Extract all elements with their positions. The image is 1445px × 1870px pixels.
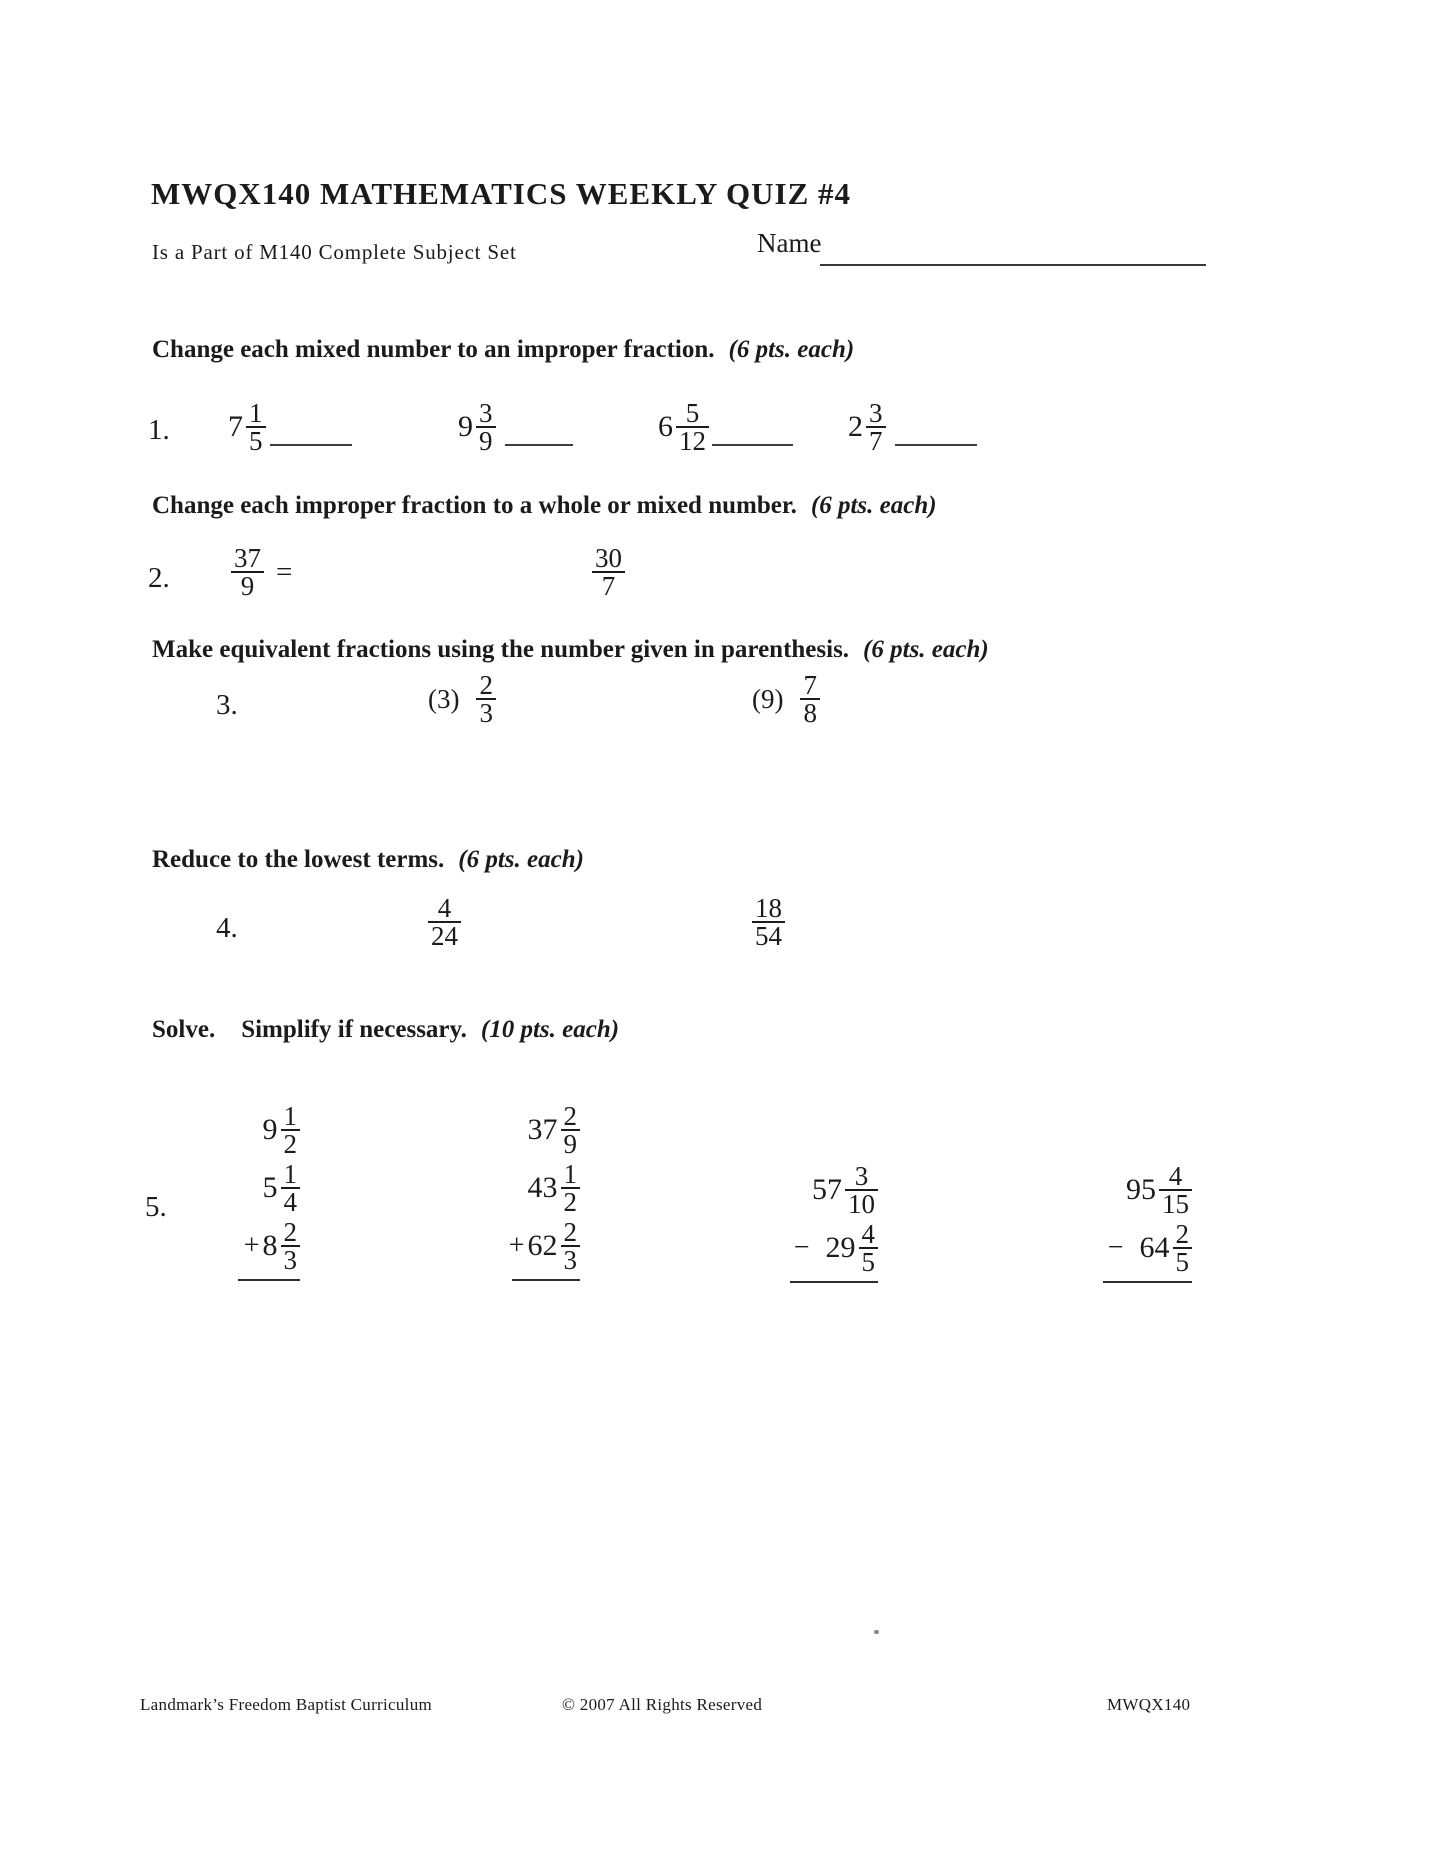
- fraction-numerator: 5: [685, 398, 700, 428]
- q5-column-4: [1022, 1163, 1192, 1283]
- q2-item-1: [228, 545, 292, 599]
- q4-item-2: [749, 895, 785, 949]
- whole-number: 9: [262, 1113, 278, 1146]
- whole-number: 43: [527, 1171, 558, 1204]
- section-4-heading: [152, 846, 584, 874]
- q5-c3-answer-line[interactable]: [790, 1281, 878, 1283]
- whole-number: 37: [527, 1113, 558, 1146]
- whole-number: 7: [228, 410, 243, 443]
- q1-answer-line-1[interactable]: [270, 444, 352, 446]
- fraction: [231, 545, 264, 599]
- q5-column-2: [410, 1103, 580, 1281]
- fraction: [859, 1221, 879, 1275]
- q3-item-1: [428, 672, 496, 726]
- fraction-numerator: 37: [234, 543, 261, 573]
- fraction-denominator: 24: [431, 921, 458, 951]
- whole-number: 9: [458, 410, 473, 443]
- q1-answer-line-2[interactable]: [505, 444, 573, 446]
- q5-c3-row-2: [794, 1221, 878, 1275]
- fraction-numerator: 4: [437, 893, 452, 923]
- q1-mixed-number-1: [228, 400, 266, 454]
- fraction: [1159, 1163, 1192, 1217]
- q2-item-2: [589, 545, 625, 599]
- q5-c2-row-3: [509, 1219, 580, 1273]
- q1-mixed-number-2: [458, 400, 496, 454]
- section-5-instruction: Solve.: [152, 1016, 216, 1043]
- fraction-denominator: 7: [601, 571, 616, 601]
- fraction-denominator: 3: [479, 698, 493, 728]
- fraction-numerator: 18: [755, 893, 782, 923]
- fraction-numerator: 2: [1175, 1219, 1189, 1249]
- fraction: [676, 400, 709, 454]
- section-5-instruction-2: Simplify if necessary.: [241, 1016, 467, 1043]
- q5-c1-row-2: [263, 1161, 301, 1215]
- fraction-numerator: 4: [861, 1219, 875, 1249]
- fraction-denominator: 5: [249, 426, 263, 456]
- fraction-numerator: 3: [854, 1161, 869, 1191]
- fraction-denominator: 5: [1175, 1247, 1189, 1277]
- fraction-numerator: 2: [563, 1217, 577, 1247]
- fraction: [561, 1103, 581, 1157]
- question-1-number: 1.: [148, 414, 170, 446]
- section-5-heading: [152, 1016, 619, 1044]
- fraction-denominator: 9: [563, 1129, 577, 1159]
- q5-column-3: [708, 1163, 878, 1283]
- fraction-numerator: 1: [563, 1159, 577, 1189]
- fraction-numerator: 3: [869, 398, 883, 428]
- fraction-denominator: 2: [283, 1129, 297, 1159]
- fraction-denominator: 9: [479, 426, 493, 456]
- whole-number: 8: [262, 1229, 278, 1262]
- q5-c1-row-1: [263, 1103, 301, 1157]
- whole-number: 6: [658, 410, 673, 443]
- section-3-points: (6 pts. each): [863, 636, 989, 663]
- fraction: [428, 895, 461, 949]
- fraction: [866, 400, 886, 454]
- q1-mixed-number-3: [658, 400, 709, 454]
- question-2-number: 2.: [148, 562, 170, 594]
- footer-publisher: Landmark’s Freedom Baptist Curriculum: [140, 1695, 433, 1714]
- fraction: [1173, 1221, 1193, 1275]
- fraction: [752, 895, 785, 949]
- fraction: [561, 1219, 581, 1273]
- section-4-points: (6 pts. each): [458, 846, 584, 873]
- fraction-numerator: 2: [479, 670, 493, 700]
- fraction-denominator: 7: [869, 426, 883, 456]
- fraction-denominator: 15: [1162, 1189, 1189, 1219]
- q5-c1-row-3: [244, 1219, 300, 1273]
- fraction-numerator: 4: [1168, 1161, 1183, 1191]
- fraction: [476, 400, 496, 454]
- scan-artifact-dot: [874, 1630, 879, 1634]
- whole-number: 62: [527, 1229, 558, 1262]
- fraction-denominator: 10: [848, 1189, 875, 1219]
- fraction-denominator: 4: [283, 1187, 297, 1217]
- question-5-number: 5.: [145, 1191, 167, 1223]
- q4-item-1: [425, 895, 461, 949]
- q5-c4-row-1: [1126, 1163, 1192, 1217]
- fraction-numerator: 2: [563, 1101, 577, 1131]
- equals-sign: =: [276, 555, 293, 588]
- whole-number: 29: [825, 1231, 856, 1264]
- fraction: [281, 1219, 301, 1273]
- plus-sign: +: [243, 1230, 260, 1261]
- question-4-number: 4.: [216, 912, 238, 944]
- fraction: [281, 1161, 301, 1215]
- section-1-points: (6 pts. each): [728, 336, 855, 363]
- section-2-points: (6 pts. each): [810, 492, 937, 519]
- whole-number: 64: [1139, 1231, 1170, 1264]
- section-3-heading: [152, 636, 989, 664]
- whole-number: 57: [812, 1173, 842, 1206]
- fraction-denominator: 3: [283, 1245, 297, 1275]
- q5-c2-row-1: [528, 1103, 581, 1157]
- multiplier-label: (9): [752, 683, 784, 714]
- section-3-instruction: Make equivalent fractions using the number given in parenthesis.: [152, 636, 850, 663]
- q3-item-2: [752, 672, 820, 726]
- fraction: [845, 1163, 878, 1217]
- section-1-instruction: Change each mixed number to an improper fraction.: [152, 336, 715, 363]
- fraction-denominator: 8: [803, 698, 817, 728]
- footer-copyright: © 2007 All Rights Reserved: [562, 1695, 763, 1714]
- minus-sign: −: [793, 1232, 810, 1263]
- section-4-instruction: Reduce to the lowest terms.: [152, 846, 445, 873]
- page-title: MWQX140 MATHEMATICS WEEKLY QUIZ #4: [151, 176, 852, 211]
- page-subtitle: Is a Part of M140 Complete Subject Set: [152, 240, 517, 264]
- section-5-points: (10 pts. each): [480, 1016, 620, 1043]
- fraction-numerator: 1: [283, 1159, 297, 1189]
- q1-answer-line-4[interactable]: [895, 444, 977, 446]
- q1-mixed-number-4: [848, 400, 886, 454]
- fraction-denominator: 3: [563, 1245, 577, 1275]
- fraction-denominator: 12: [679, 426, 706, 456]
- whole-number: 95: [1126, 1173, 1156, 1206]
- whole-number: 2: [848, 410, 863, 443]
- name-input-line[interactable]: [820, 234, 1206, 266]
- fraction: [561, 1161, 581, 1215]
- q5-c4-answer-line[interactable]: [1103, 1281, 1192, 1283]
- name-label: Name: [757, 228, 822, 258]
- fraction-denominator: 5: [861, 1247, 875, 1277]
- fraction-denominator: 2: [563, 1187, 577, 1217]
- fraction-numerator: 7: [803, 670, 817, 700]
- fraction-numerator: 2: [283, 1217, 297, 1247]
- plus-sign: +: [508, 1230, 525, 1261]
- multiplier-label: (3): [428, 683, 460, 714]
- q5-c2-row-2: [528, 1161, 581, 1215]
- fraction-denominator: 9: [240, 571, 255, 601]
- fraction-numerator: 1: [283, 1101, 297, 1131]
- fraction: [281, 1103, 301, 1157]
- fraction: [246, 400, 266, 454]
- fraction-numerator: 3: [479, 398, 493, 428]
- q1-answer-line-3[interactable]: [712, 444, 793, 446]
- fraction-numerator: 30: [595, 543, 622, 573]
- whole-number: 5: [262, 1171, 278, 1204]
- fraction: [476, 672, 496, 726]
- section-2-instruction: Change each improper fraction to a whole or mixed number.: [152, 492, 797, 519]
- section-2-heading: [152, 492, 937, 520]
- q5-c2-answer-line[interactable]: [512, 1279, 580, 1281]
- fraction-denominator: 54: [755, 921, 782, 951]
- q5-c4-row-2: [1108, 1221, 1192, 1275]
- q5-c1-answer-line[interactable]: [238, 1279, 300, 1281]
- minus-sign: −: [1107, 1232, 1124, 1263]
- q5-c3-row-1: [812, 1163, 878, 1217]
- section-1-heading: [152, 336, 854, 364]
- fraction: [800, 672, 820, 726]
- fraction-numerator: 1: [249, 398, 263, 428]
- q5-column-1: [130, 1103, 300, 1281]
- footer-doc-code: MWQX140: [1107, 1695, 1191, 1714]
- fraction: [592, 545, 625, 599]
- question-3-number: 3.: [216, 689, 238, 721]
